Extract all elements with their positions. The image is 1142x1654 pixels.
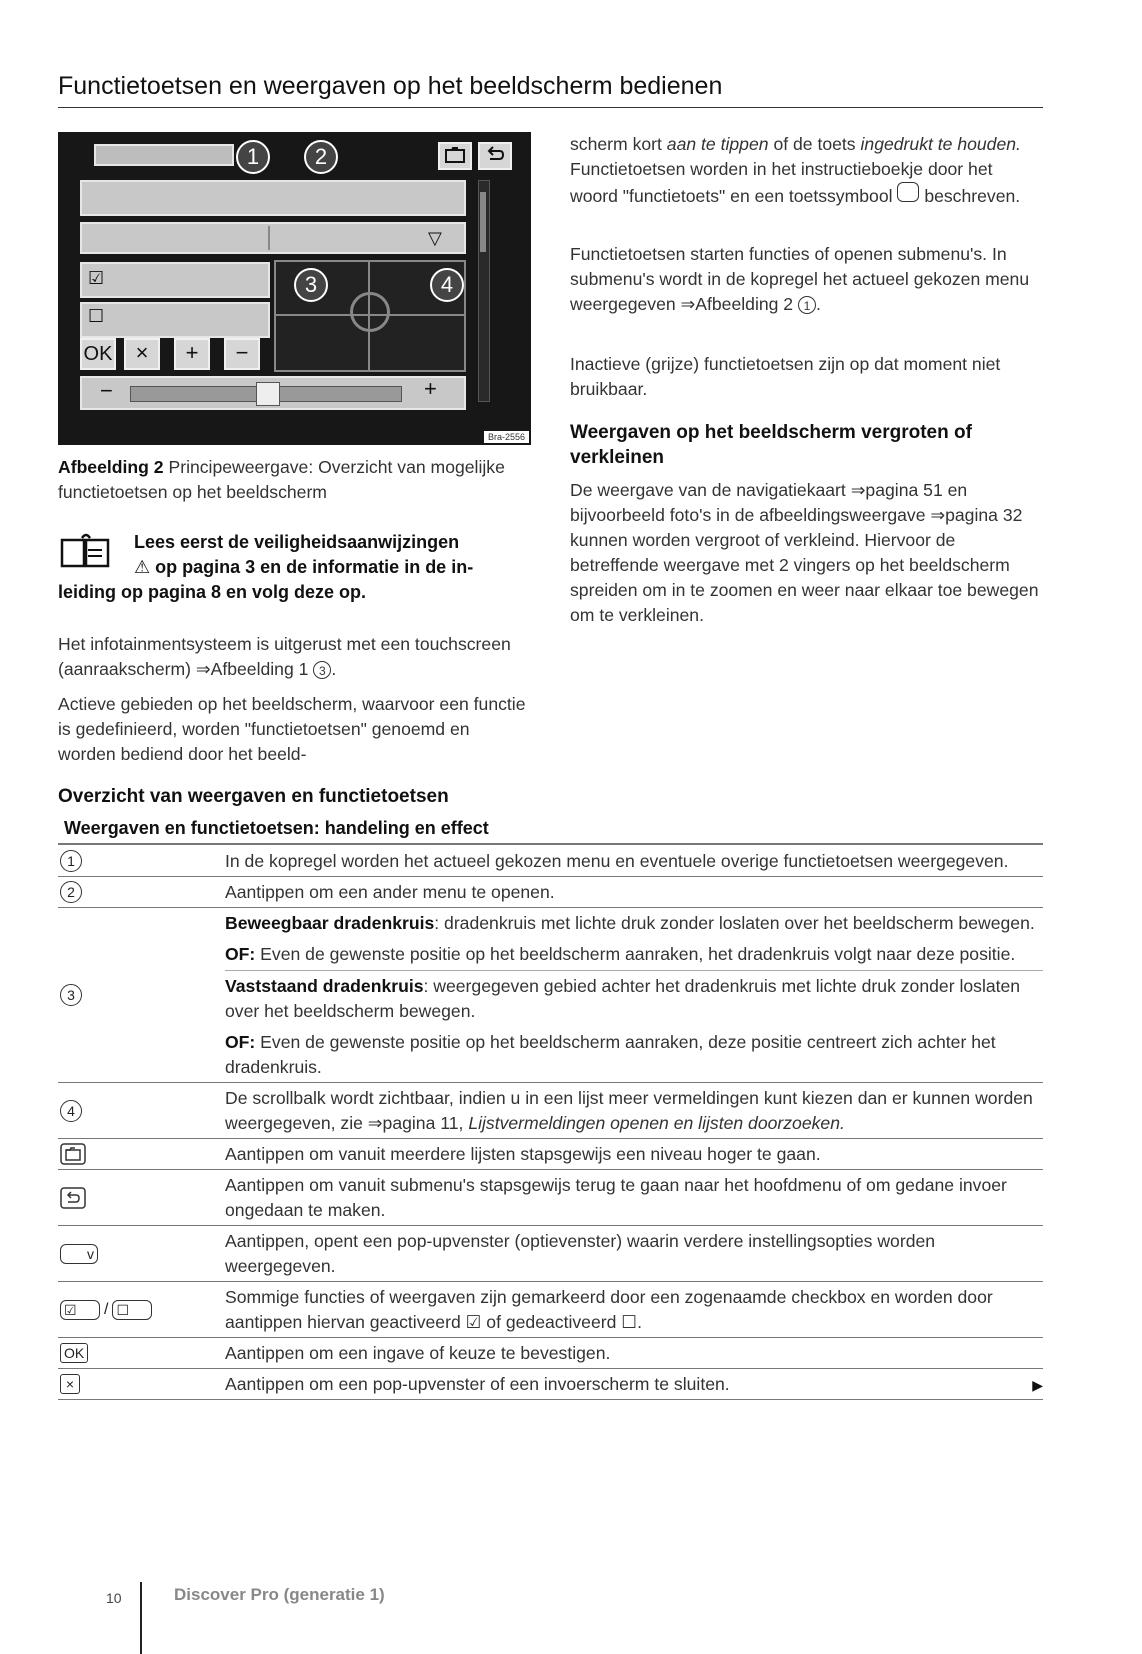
back-icon xyxy=(478,142,512,170)
key-symbol-icon xyxy=(897,182,919,202)
touchscreen-figure: 1 2 ▽ ☑ ☐ 3 4 OK × + − − + Bra-2556 xyxy=(58,132,531,445)
info-line-3: leiding op pagina 8 en volg deze op. xyxy=(58,582,367,602)
footer-product: Discover Pro (generatie 1) xyxy=(174,1585,385,1604)
slider-minus-icon: − xyxy=(100,378,113,403)
figure-close-button: × xyxy=(124,338,160,370)
right-para-2: Functietoetsen starten functies of openen submenu's. In submenu's wordt in de kopregel het actueel gekozen menu weergegeven ⇒Afbeelding 2 1 . xyxy=(570,244,1030,314)
footer-divider xyxy=(140,1582,142,1654)
figure-callout-4: 4 xyxy=(430,268,464,302)
close-key-icon: × xyxy=(60,1374,80,1394)
table-row: Aantippen om vanuit submenu's stapsgewijs terug te gaan naar het hoofdmenu of om gedane invoer ongedaan te maken. xyxy=(58,1170,1043,1226)
checkbox-checked-key-icon: ☑ xyxy=(60,1300,100,1320)
info-line-2: ⚠ op pagina 3 en de informatie in de in- xyxy=(134,557,474,577)
callout-2-icon: 2 xyxy=(60,881,82,903)
right-para-1: scherm kort aan te tippen of de toets ingedrukt te houden. Functietoetsen worden in het instructieboekje door het woord "functietoets" en een toetssymbool beschreven. xyxy=(570,134,1021,206)
info-line-1: Lees eerst de veiligheidsaanwijzingen xyxy=(134,532,460,552)
left-para-2: Actieve gebieden op het beeldscherm, waarvoor een functie is gedefinieerd, worden "functietoetsen" genoemd en worden bediend door het beeld- xyxy=(58,694,526,764)
table-row: ☑ / ☐ Sommige functies of weergaven zijn gemarkeerd door een zogenaamde checkbox en worden door aantippen hiervan geactiveerd ☑ of gedeactiveerd ☐. xyxy=(58,1282,1043,1338)
next-page-arrow-icon: ▶ xyxy=(1032,1377,1043,1393)
page-number: 10 xyxy=(106,1590,122,1606)
left-para-1: Het infotainmentsysteem is uitgerust met een touchscreen (aanraakscherm) ⇒Afbeelding 1 3 . xyxy=(58,634,511,679)
table-row: OK Aantippen om een ingave of keuze te bevestigen. xyxy=(58,1338,1043,1369)
function-table xyxy=(58,846,1043,1400)
callout-3-icon: 3 xyxy=(60,984,82,1006)
figure-minus-button: − xyxy=(224,338,260,370)
figure-callout-2: 2 xyxy=(304,140,338,174)
figure-reference: Bra-2556 xyxy=(484,431,529,443)
table-row: 4 De scrollbalk wordt zichtbaar, indien u in een lijst meer vermeldingen kunt kiezen dan er kunnen worden weergegeven, zie ⇒pagina 11, Lijstvermeldingen openen en lijsten doorzoeken. xyxy=(58,1083,1043,1139)
table-row: Aantippen om vanuit meerdere lijsten stapsgewijs een niveau hoger te gaan. xyxy=(58,1139,1043,1170)
table-row: v Aantippen, opent een pop-upvenster (optievenster) waarin verdere instellingsopties worden weergegeven. xyxy=(58,1226,1043,1282)
page-title: Functietoetsen en weergaven op het beeldscherm bedienen xyxy=(58,72,1043,108)
table-row: 3 Beweegbaar dradenkruis: dradenkruis met lichte druk zonder loslaten over het beeldscherm bewegen. OF: Even de gewenste positie op het beeldscherm aanraken, het dradenkruis volgt naar deze positie. Vaststaand dradenkruis: weergegeven gebied achter het dradenkruis met lichte druk zonder loslaten over het beeldscherm bewegen. OF: Even de gewenste positie op het beeldscherm aanraken, deze positie centreert zich achter het dradenkruis. xyxy=(58,908,1043,1083)
folder-up-icon xyxy=(60,1143,86,1165)
folder-up-icon xyxy=(438,142,472,170)
checkbox-unchecked-key-icon: ☐ xyxy=(112,1300,152,1320)
warning-icon: ⚠ xyxy=(134,557,151,577)
table-row: × Aantippen om een pop-upvenster of een invoerscherm te sluiten. ▶ xyxy=(58,1369,1043,1400)
callout-4-icon: 4 xyxy=(60,1100,82,1122)
callout-1-icon: 1 xyxy=(60,850,82,872)
checkbox-checked-icon: ☑ xyxy=(465,1312,482,1332)
slider-plus-icon: + xyxy=(424,376,437,401)
dropdown-key-icon: v xyxy=(60,1244,98,1264)
ok-key-icon: OK xyxy=(60,1343,88,1363)
zoom-heading: Weergaven op het beeldscherm vergroten of verkleinen xyxy=(570,422,972,468)
figure-callout-3: 3 xyxy=(294,268,328,302)
table-row: 1 In de kopregel worden het actueel gekozen menu en eventuele overige functietoetsen weergegeven. xyxy=(58,846,1043,877)
right-para-3: Inactieve (grijze) functietoetsen zijn op dat moment niet bruikbaar. xyxy=(570,354,1001,399)
figure-ok-button: OK xyxy=(80,338,116,370)
section-heading: Overzicht van weergaven en functietoetsen xyxy=(58,786,449,807)
back-icon xyxy=(60,1187,86,1209)
figure-callout-1: 1 xyxy=(236,140,270,174)
figure-caption: Afbeelding 2 Principeweergave: Overzicht van mogelijke functietoetsen op het beeldscherm xyxy=(58,457,505,502)
checkbox-unchecked-icon: ☐ xyxy=(621,1312,638,1332)
book-icon xyxy=(58,532,114,568)
table-row: 2 Aantippen om een ander menu te openen. xyxy=(58,877,1043,908)
table-caption: Weergaven en functietoetsen: handeling en effect xyxy=(58,818,1043,845)
figure-plus-button: + xyxy=(174,338,210,370)
right-para-4: De weergave van de navigatiekaart ⇒pagina 51 en bijvoorbeeld foto's in de afbeeldingsweergave ⇒pagina 32 kunnen worden vergroot of verkleind. Hiervoor de betreffende weergave met 2 vingers op het beeldscherm spreiden om in te zoomen en weer naar elkaar toe bewegen om te verkleinen. xyxy=(570,480,1039,625)
